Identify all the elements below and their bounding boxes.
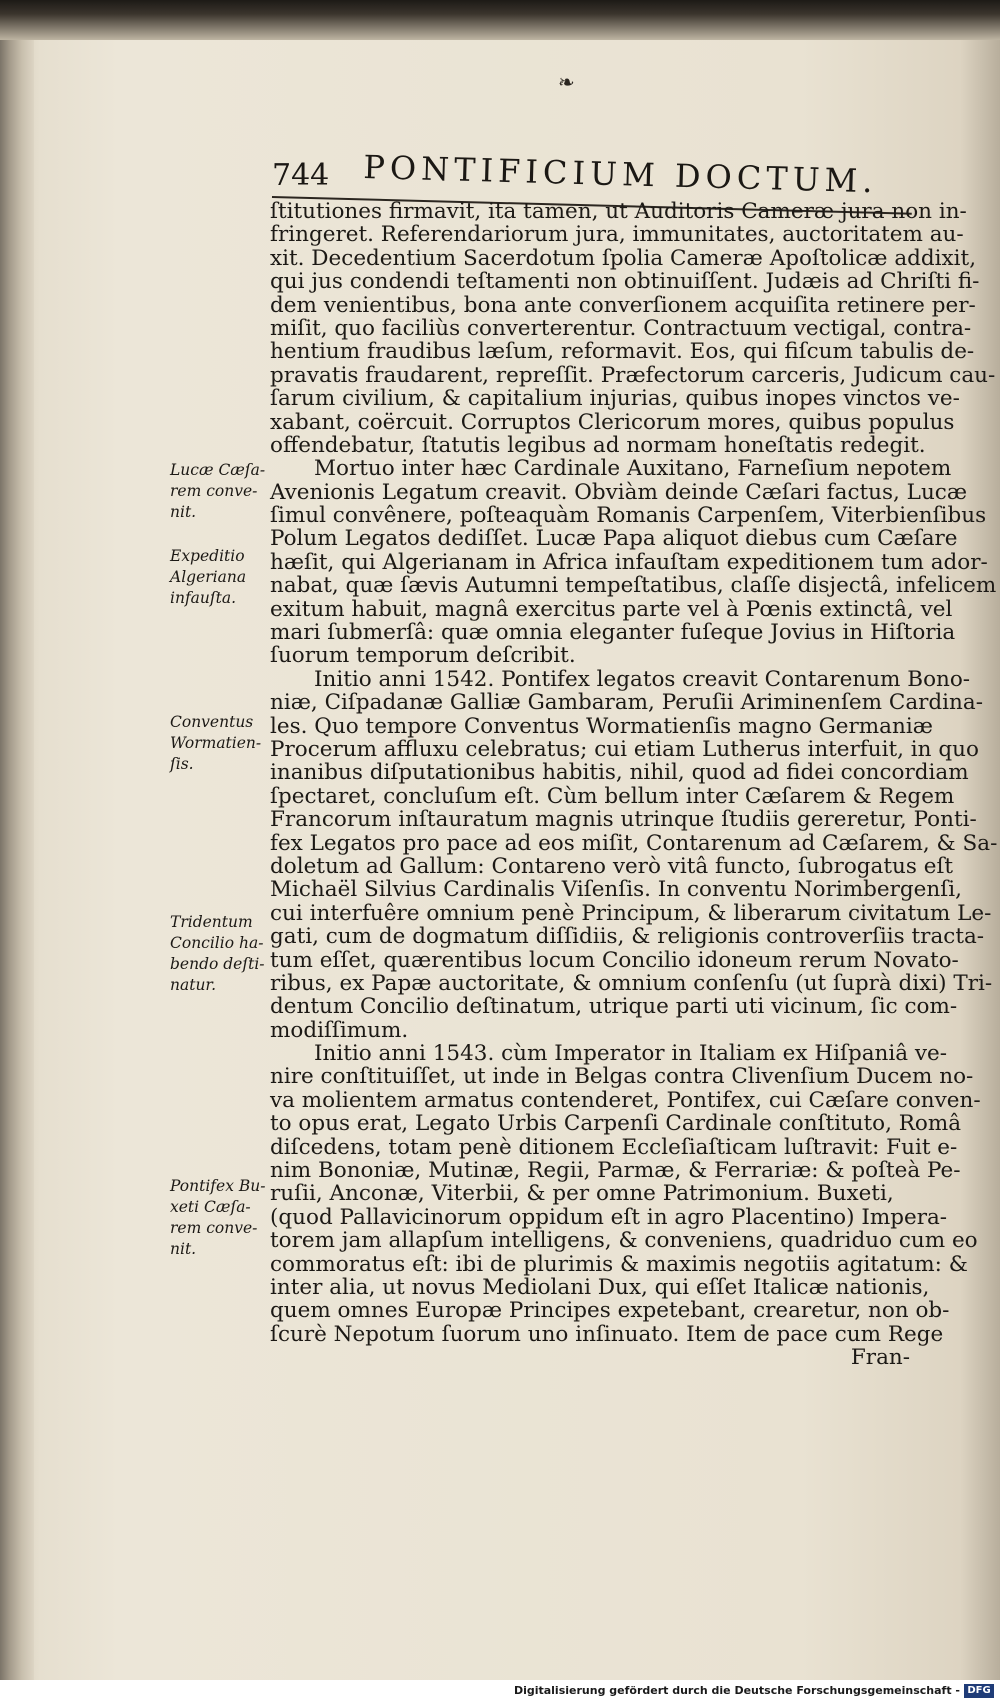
text-line: exitum habuit, magnâ exercitus parte vel à Pœnis extinctâ, vel <box>270 596 953 622</box>
text-line: ribus, ex Papæ auctoritate, & omnium conſenſu (ut ſuprà dixi) Tri- <box>270 970 993 996</box>
text-line: (quod Pallavicinorum oppidum eſt in agro Placentino) Impera- <box>270 1204 948 1230</box>
marginal-note-line: ſis. <box>170 755 194 773</box>
text-line: pravatis fraudarent, repreſſit. Præfectorum carceris, Judicum cau- <box>270 362 996 388</box>
text-line: offendebatur, ſtatutis legibus ad normam honeſtatis redegit. <box>270 432 926 458</box>
text-line: Francorum inſtauratum magnis utrinque ſtudiis gereretur, Ponti- <box>270 807 977 833</box>
page-header <box>272 148 882 201</box>
marginal-note-line: nit. <box>170 503 197 521</box>
text-line: to opus erat, Legato Urbis Carpenſi Cardinale conſtituto, Româ <box>270 1111 962 1137</box>
marginal-note-line: Tridentum <box>170 913 253 931</box>
marginal-note-line: Pontifex Bu- <box>170 1177 266 1195</box>
marginal-note-line: rem conve- <box>170 1219 258 1237</box>
text-line: inter alia, ut novus Mediolani Dux, qui eſſet Italicæ nationis, <box>270 1274 930 1300</box>
text-line: mari ſubmerſâ: quæ omnia eleganter fuſeque Jovius in Hiſtoria <box>270 620 956 646</box>
text-line: Fran- <box>850 1345 910 1371</box>
text-line: ſpectaret, concluſum eſt. Cùm bellum inter Cæſarem & Regem <box>270 783 955 809</box>
text-line: nim Bononiæ, Mutinæ, Regii, Parmæ, & Ferrariæ: & poſteà Pe- <box>270 1158 961 1184</box>
dfg-logo: DFG <box>964 1684 994 1698</box>
marginal-note-line: rem conve- <box>170 482 258 500</box>
footer-credit: Digitalisierung gefördert durch die Deutsche Forschungsgemeinschaft - <box>513 1684 960 1697</box>
text-line: Initio anni 1543. cùm Imperator in Italiam ex Hiſpaniâ ve- <box>314 1041 948 1067</box>
marginal-note-line: natur. <box>170 976 217 994</box>
text-line: modiſſimum. <box>270 1017 409 1043</box>
text-line: fringeret. Referendariorum jura, immunitates, auctoritatem au- <box>270 222 964 248</box>
text-line: xit. Decedentium Sacerdotum ſpolia Cameræ Apoſtolicæ addixit, <box>270 245 977 271</box>
marginal-note-line: infauſta. <box>170 589 237 607</box>
marginal-note-line: bendo deſti- <box>170 955 265 973</box>
text-line: dentum Concilio deſtinatum, utrique parti uti vicinum, ſic com- <box>270 994 958 1020</box>
marginal-note-line: Wormatien- <box>170 734 262 752</box>
text-line: qui jus condendi teſtamenti non obtinuiſſent. Judæis ad Chriſti fi- <box>270 269 980 295</box>
text-line: xabant, coërcuit. Corruptos Clericorum mores, quibus populus <box>270 409 955 435</box>
ornament-icon: ❧ <box>558 70 575 94</box>
text-line: niæ, Ciſpadanæ Galliæ Gambaram, Peruſii Ariminenſem Cardina- <box>270 690 983 716</box>
text-line: Polum Legatos dediſſet. Lucæ Papa aliquot diebus cum Cæſare <box>270 526 958 552</box>
marginal-note-line: Conventus <box>170 713 254 731</box>
marginal-note-line: Expeditio <box>170 547 245 565</box>
text-line: Mortuo inter hæc Cardinale Auxitano, Farneſium nepotem <box>314 456 952 482</box>
text-line: diſcedens, totam penè ditionem Eccleſiaſticam luſtravit: Fuit e- <box>270 1134 958 1160</box>
text-line: commoratus eſt: ibi de plurimis & maximis negotiis agitatum: & <box>270 1251 968 1277</box>
marginal-note <box>170 1176 268 1260</box>
text-line: nire conſtituiſſet, ut inde in Belgas contra Clivenſium Ducem no- <box>270 1064 974 1090</box>
text-line: ſarum civilium, & capitalium injurias, quibus inopes vinctos ve- <box>270 386 960 412</box>
text-line: quem omnes Europæ Principes expetebant, crearetur, non ob- <box>270 1298 950 1324</box>
text-line: tum eſſet, quærentibus locum Concilio idoneum rerum Novato- <box>270 947 959 973</box>
text-line: va molientem armatus contenderet, Pontifex, cui Cæſare conven- <box>270 1087 981 1113</box>
marginal-note-line: Algeriana <box>170 568 247 586</box>
text-line: inanibus diſputationibus habitis, nihil, quod ad fidei concordiam <box>270 760 969 786</box>
marginal-note-line: xeti Cæſa- <box>170 1198 251 1216</box>
main-text-block <box>270 199 998 1371</box>
marginal-note <box>170 912 268 996</box>
marginal-note-line: nit. <box>170 1240 197 1258</box>
page-number: 744 <box>272 158 330 193</box>
marginal-note <box>170 460 268 523</box>
text-line: fex Legatos pro pace ad eos miſit, Contarenum ad Cæſarem, & Sa- <box>270 830 998 856</box>
text-line: ſuorum temporum deſcribit. <box>270 643 576 669</box>
text-line: ſcurè Nepotum ſuorum uno inſinuato. Item de pace cum Rege <box>270 1321 944 1347</box>
text-line: hæſit, qui Algerianam in Africa infauſtam expeditionem tum ador- <box>270 549 988 575</box>
marginal-note <box>170 546 268 609</box>
text-line: cui interfuêre omnium penè Principum, & liberarum civitatum Le- <box>270 900 992 926</box>
text-line: Michaël Silvius Cardinalis Viſenſis. In conventu Norimbergenſi, <box>270 877 962 903</box>
digitization-footer <box>0 1680 1000 1703</box>
book-spine <box>0 40 34 1680</box>
text-line: doletum ad Gallum: Contareno verò vitâ functo, ſubrogatus eſt <box>270 853 954 879</box>
running-title: PONTIFICIUM DOCTUM. <box>362 148 879 201</box>
marginal-note-line: Concilio ha- <box>170 934 264 952</box>
text-line: ſimul convênere, poſteaquàm Romanis Carpenſem, Viterbienſibus <box>270 503 987 529</box>
text-line: hentium fraudibus læſum, reformavit. Eos, qui fiſcum tabulis de- <box>270 339 975 365</box>
text-line: Initio anni 1542. Pontifex legatos creavit Contarenum Bono- <box>314 666 971 692</box>
text-line: ruſii, Anconæ, Viterbii, & per omne Patrimonium. Buxeti, <box>270 1181 894 1207</box>
marginal-note <box>170 712 268 775</box>
text-line: miſit, quo faciliùs converterentur. Contractuum vectigal, contra- <box>270 315 972 341</box>
text-line: Procerum affluxu celebratus; cui etiam Lutherus interfuit, in quo <box>270 736 979 762</box>
text-line: les. Quo tempore Conventus Wormatienſis magno Germaniæ <box>270 713 933 739</box>
marginal-note-line: Lucæ Cæſa- <box>170 461 266 479</box>
text-line: torem jam allapſum intelligens, & conveniens, quadriduo cum eo <box>270 1228 978 1254</box>
text-line: dem venientibus, bona ante converſionem acquiſita retinere per- <box>270 292 976 318</box>
text-line: Avenionis Legatum creavit. Obviàm deinde Cæſari factus, Lucæ <box>270 479 968 505</box>
text-line: nabat, quæ ſævis Autumni tempeſtatibus, claſſe disjectâ, infelicem <box>270 573 997 599</box>
text-line: gati, cum de dogmatum diſſidiis, & religionis controverſiis tracta- <box>270 924 985 950</box>
text-line: ſtitutiones firmavit, ita tamen, ut Auditoris Cameræ jura non in- <box>270 199 967 224</box>
page-top-shadow <box>0 0 1000 40</box>
